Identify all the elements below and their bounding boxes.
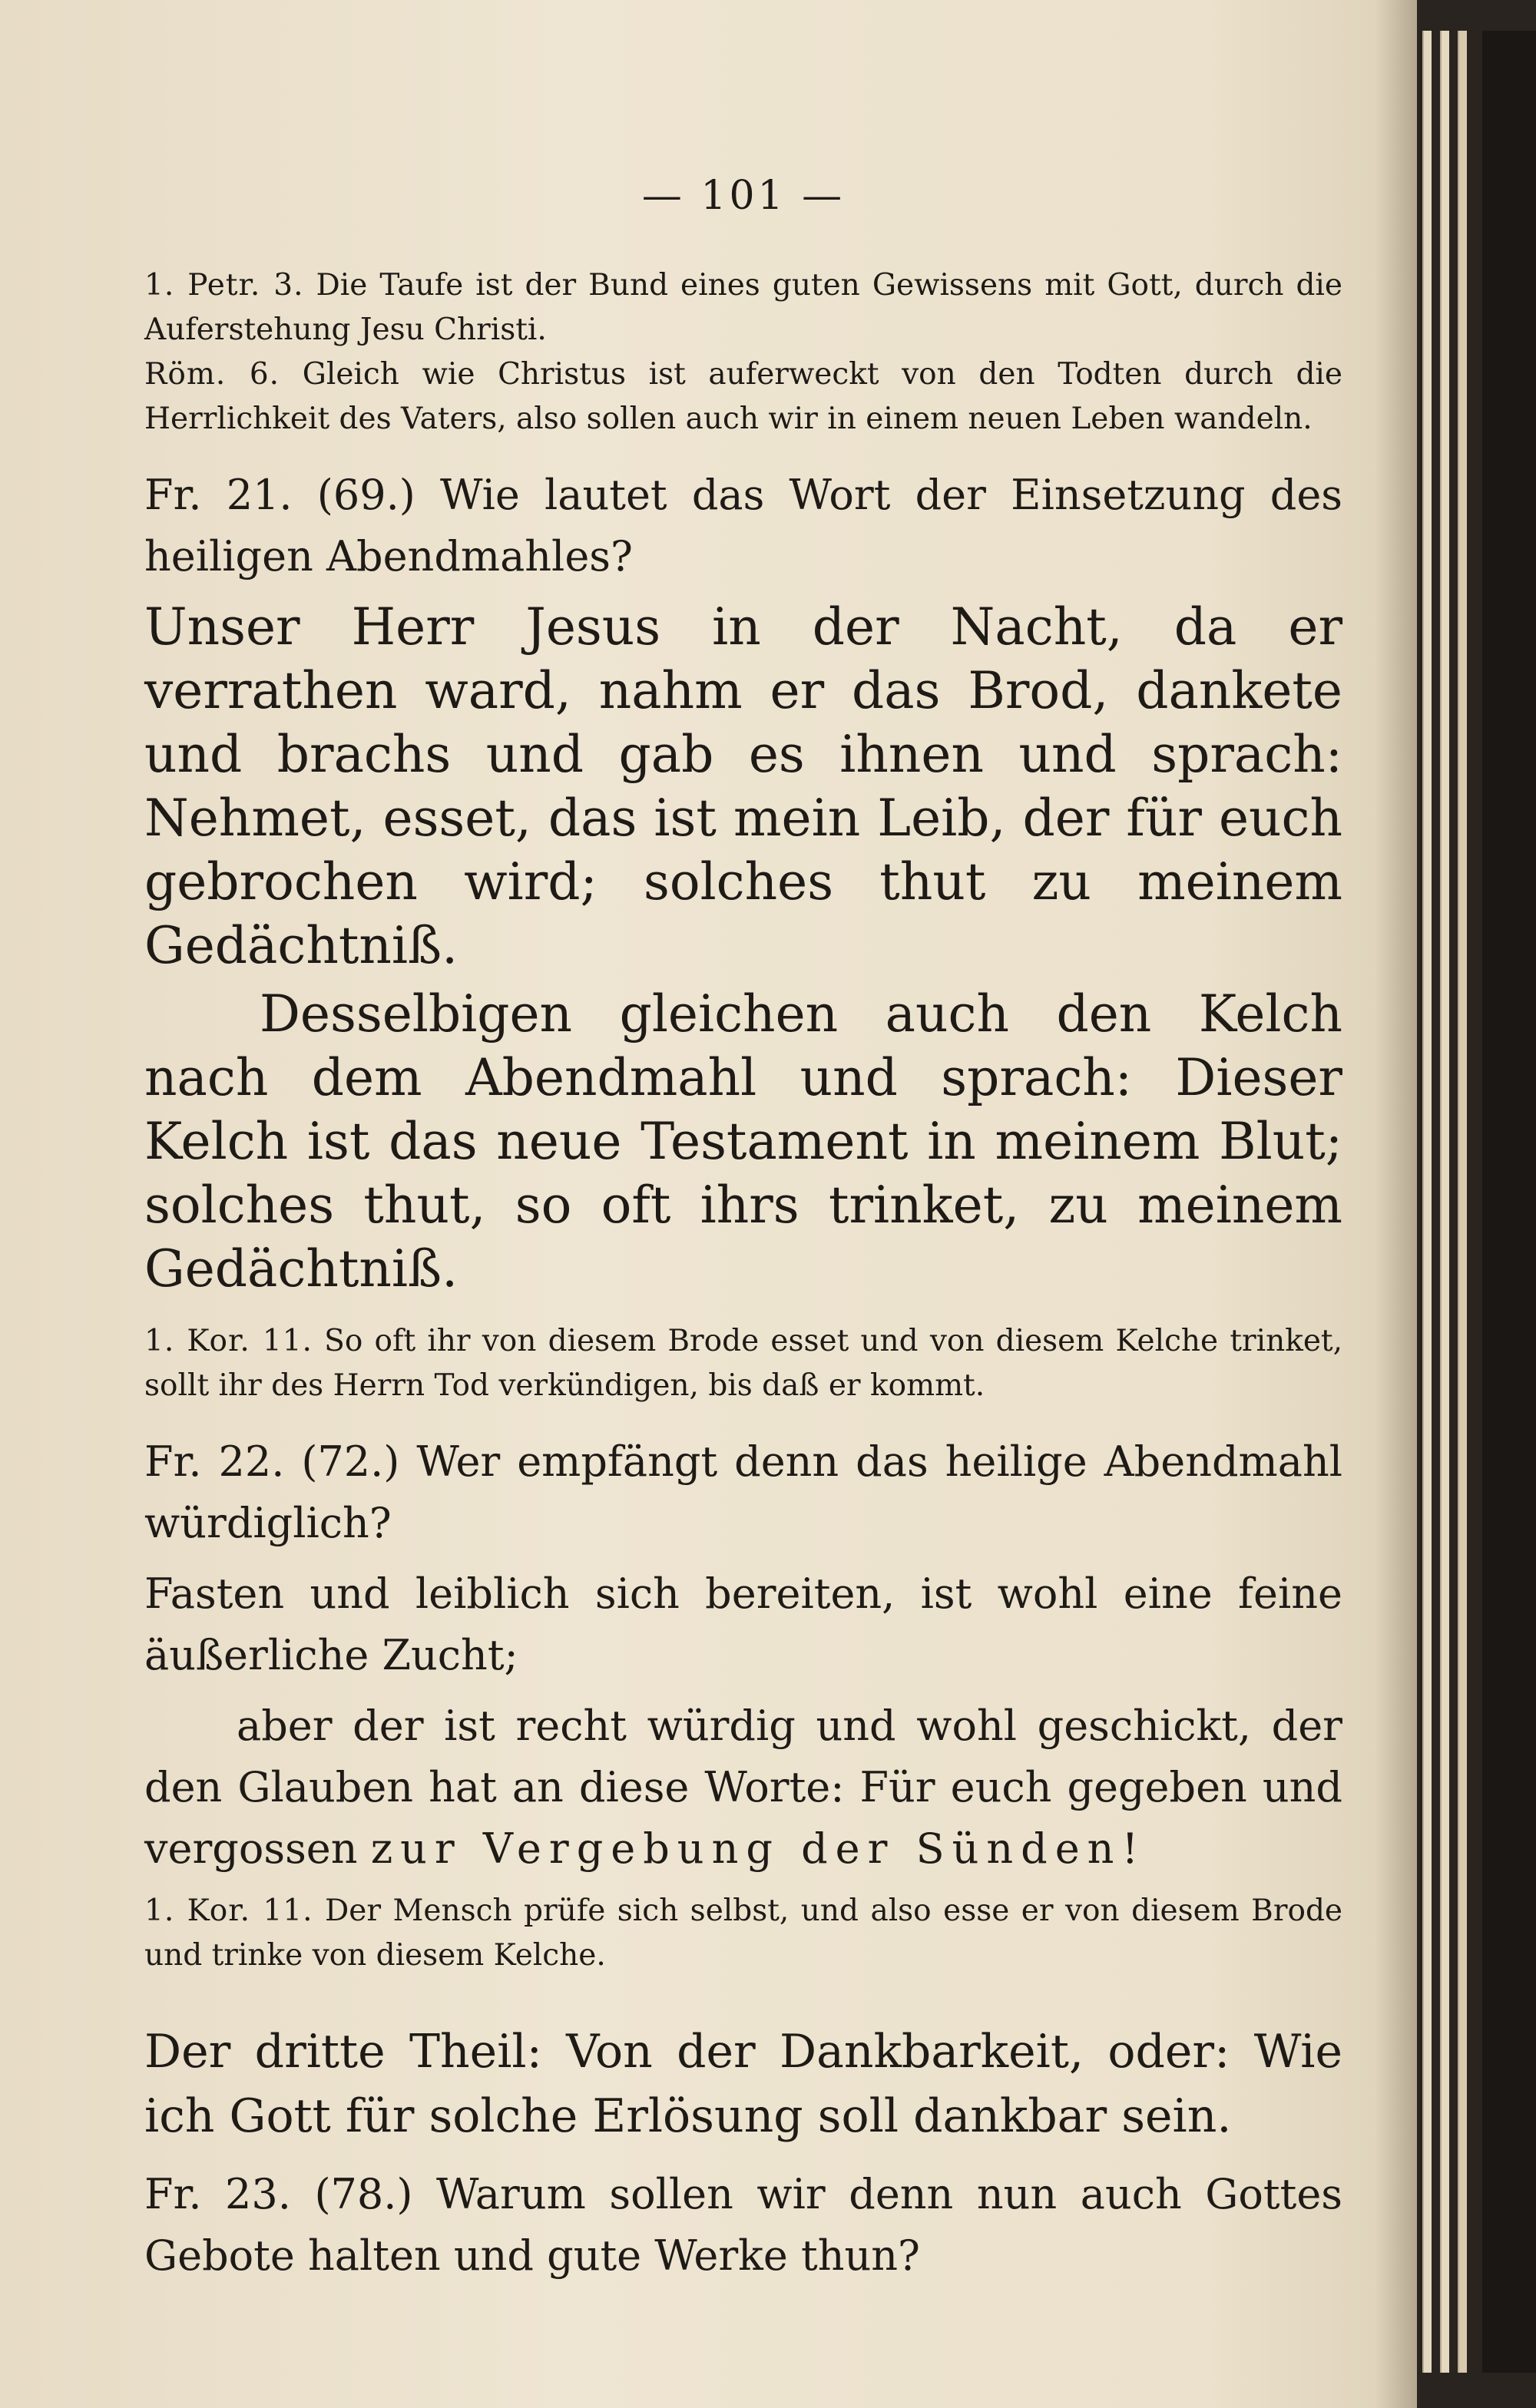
citation-text: Der Mensch prüfe sich selbst, und also esse er von diesem Brode und trinke von diesem Kelche. xyxy=(144,1894,1342,1973)
citation-ref: 1. Petr. 3. xyxy=(144,268,304,303)
page-number: — 101 — xyxy=(641,173,846,219)
page-edge xyxy=(1458,31,1467,2373)
citation-ref: 1. Kor. 11. xyxy=(144,1324,313,1358)
question-number: Fr. 23. (78.) xyxy=(144,2170,413,2218)
question-text: Warum sollen wir denn nun auch Gottes Gebote halten und gute Werke thun? xyxy=(144,2170,1342,2280)
question-text: Wer empfängt denn das heilige Abendmahl würdiglich? xyxy=(144,1437,1342,1547)
answer-paragraph: Unser Herr Jesus in der Nacht, da er verrathen ward, nahm er das Brod, dankete und brachs und gab es ihnen und sprach: Nehmet, esset, das ist mein Leib, der für euch gebrochen wird; solches thut zu meinem Gedächtniß. xyxy=(144,597,1342,975)
answer-emphasis: zur Vergebung der Sünden! xyxy=(370,1824,1147,1873)
page-shadow xyxy=(1375,0,1417,2408)
answer-paragraph: Desselbigen gleichen auch den Kelch nach dem Abendmahl und sprach: Dieser Kelch ist das neue Testament in meinem Blut; solches thut, so oft ihrs trinket, zu meinem Gedächtniß. xyxy=(144,984,1342,1298)
citation-text: Die Taufe ist der Bund eines guten Gewissens mit Gott, durch die Auferstehung Jesu Christi. xyxy=(144,268,1342,347)
question-number: Fr. 21. (69.) xyxy=(144,471,415,519)
answer-text: aber der ist recht würdig und wohl geschickt, der den Glauben hat an diese Worte: Für euch gegeben und vergossen xyxy=(144,1702,1342,1873)
answer-paragraph xyxy=(144,1695,1342,1880)
scripture-citation xyxy=(144,352,1342,442)
book-cover-edge xyxy=(1482,31,1536,2373)
citation-ref: 1. Kor. 11. xyxy=(144,1894,313,1928)
question-text: Wie lautet das Wort der Einsetzung des heiligen Abendmahles? xyxy=(144,471,1343,580)
page-edge xyxy=(1440,31,1449,2373)
citation-text: Gleich wie Christus ist auferweckt von den Todten durch die Herrlichkeit des Vaters, also sollen auch wir in einem neuen Leben wandeln. xyxy=(144,357,1342,436)
scripture-citation xyxy=(144,1319,1342,1408)
answer-paragraph: Fasten und leiblich sich bereiten, ist wohl eine feine äußerliche Zucht; xyxy=(144,1570,1342,1679)
scripture-citation xyxy=(144,263,1342,352)
section-heading: Der dritte Theil: Von der Dankbarkeit, oder: Wie ich Gott für solche Erlösung soll dankbar sein. xyxy=(144,2025,1342,2143)
question xyxy=(144,2164,1342,2287)
question xyxy=(144,465,1342,587)
citation-text: So oft ihr von diesem Brode esset und von diesem Kelche trinket, sollt ihr des Herrn Tod verkündigen, bis daß er kommt. xyxy=(144,1324,1343,1403)
page-edge xyxy=(1422,31,1432,2373)
citation-ref: Röm. 6. xyxy=(144,357,280,392)
scripture-citation xyxy=(144,1889,1342,1978)
question xyxy=(144,1431,1342,1554)
question-number: Fr. 22. (72.) xyxy=(144,1437,400,1486)
page-content xyxy=(144,173,1342,2294)
